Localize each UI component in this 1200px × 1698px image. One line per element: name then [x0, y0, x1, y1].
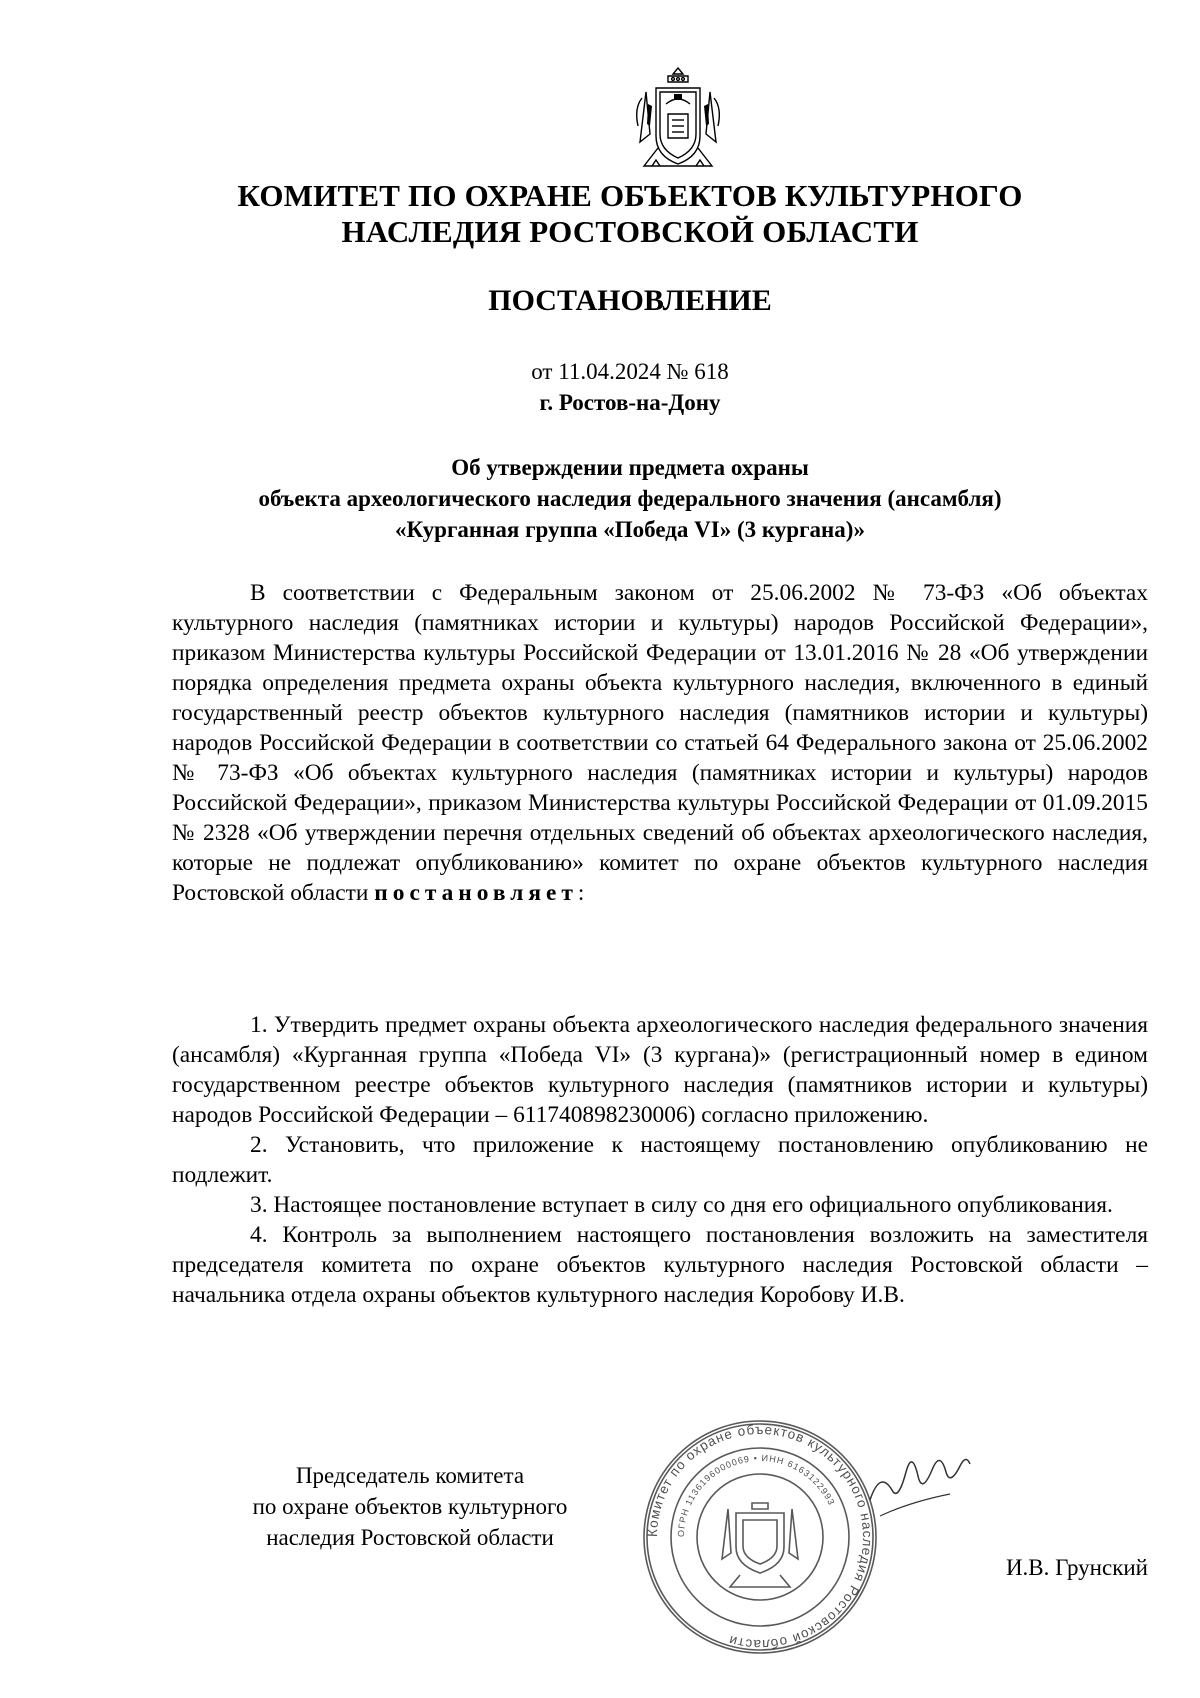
document-city: г. Ростов-на-Дону — [539, 390, 721, 415]
resolution-item-1: 1. Утвердить предмет охраны объекта археологического наследия федерального значения (ансамбля) «Курганная группа «Победа VI» (3 кургана)» (регистрационный номер в едином государственном реестре объектов культурного наследия (памятников истории и культуры) народов Российской Федерации – 611740898230006) согласно приложению. — [172, 1012, 1148, 1128]
rostov-region-coat-of-arms-icon — [627, 64, 729, 174]
signer-position-line3: наследия Ростовской области — [266, 1525, 554, 1550]
organization-title-line1: КОМИТЕТ ПО ОХРАНЕ ОБЪЕКТОВ КУЛЬТУРНОГО — [237, 178, 1023, 213]
resolution-items — [172, 1010, 1148, 1310]
preamble-paragraph — [172, 578, 1148, 908]
resolution-item-2: 2. Установить, что приложение к настоящему постановлению опубликованию не подлежит. — [172, 1132, 1148, 1188]
signer-position-line2: по охране объектов культурного — [252, 1494, 568, 1519]
preamble-colon: : — [577, 880, 585, 906]
resolution-item-4: 4. Контроль за выполнением настоящего постановления возложить на заместителя председателя комитета по охране объектов культурного наследия Ростовской области – начальника отдела охраны объектов культурного наследия Коробову И.В. — [172, 1222, 1148, 1308]
seal-outer-text: Комитет по охране объектов культурного наследия Ростовской области — [644, 1421, 876, 1653]
subject-line1: Об утверждении предмета охраны — [451, 455, 809, 480]
signer-name: И.В. Грунский — [1005, 1555, 1148, 1580]
resolution-item-3: 3. Настоящее постановление вступает в силу со дня его официального опубликования. — [250, 1192, 1113, 1218]
signer-position-line1: Председатель комитета — [295, 1463, 525, 1488]
signer-position — [180, 1460, 640, 1553]
resolves-word: постановляет — [374, 880, 578, 906]
organization-title — [200, 178, 1060, 250]
subject-line2: объекта археологического наследия федерального значения (ансамбля) — [258, 486, 1002, 511]
document-date-number: от 11.04.2024 № 618 — [531, 359, 729, 384]
subject-line3: «Курганная группа «Победа VI» (3 кургана)» — [395, 517, 865, 542]
seal-inner-text: ОГРН 1136196000069 • ИНН 6163122993 — [675, 1452, 837, 1538]
official-seal-stamp — [640, 1417, 880, 1657]
organization-title-line2: НАСЛЕДИЯ РОСТОВСКОЙ ОБЛАСТИ — [341, 214, 919, 249]
handwritten-signature — [860, 1430, 980, 1550]
preamble-text: В соответствии с Федеральным законом от 25.06.2002 № 73-ФЗ «Об объектах культурного наследия (памятниках истории и культуры) народов Российской Федерации», приказом Министерства культуры Российской Федерации от 13.01.2016 № 28 «Об утверждении порядка определения предмета охраны объекта культурного наследия, включенного в единый государственный реестр объектов культурного наследия (памятников истории и культуры) народов Российской Федерации в соответствии со статьей 64 Федерального закона от 25.06.2002 № 73-ФЗ «Об объектах культурного наследия (памятниках истории и культуры) народов Российской Федерации», приказом Министерства культуры Российской Федерации от 01.09.2015 № 2328 «Об утверждении перечня отдельных сведений об объектах археологического наследия, которые не подлежат опубликованию» комитет по охране объектов культурного наследия Ростовской области — [172, 580, 1148, 906]
document-type: ПОСТАНОВЛЕНИЕ — [488, 284, 772, 317]
document-subject — [180, 452, 1080, 545]
